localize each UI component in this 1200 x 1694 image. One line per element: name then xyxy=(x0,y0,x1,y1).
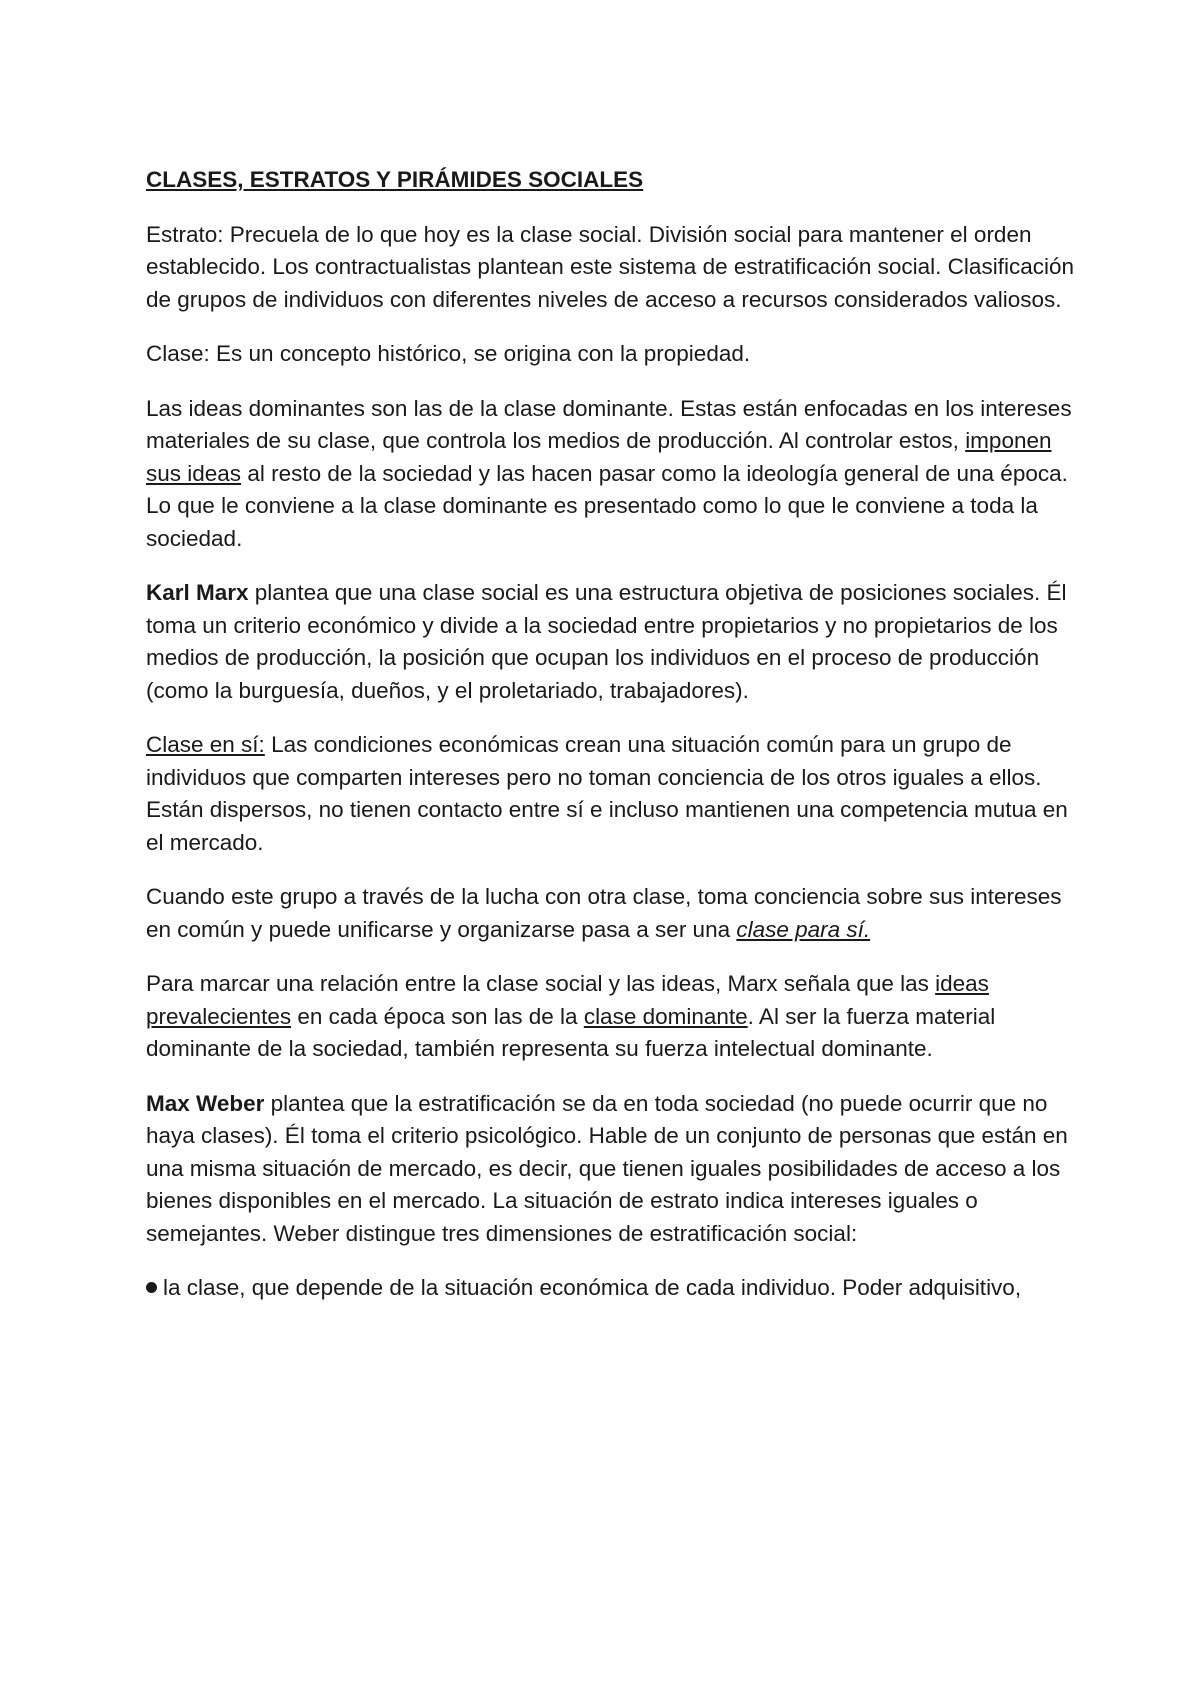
text-segment: Las ideas dominantes son las de la clase dominante. Estas están enfocadas en los intereses materiales de su clase, que controla los medios de producción. Al controlar estos, xyxy=(146,395,1072,453)
bullet-text: la clase, que depende de la situación económica de cada individuo. Poder adquisitivo, xyxy=(163,1275,1022,1300)
paragraph-ideas-dominantes xyxy=(146,393,1086,556)
text-segment: plantea que una clase social es una estructura objetiva de posiciones sociales. Él toma un criterio económico y divide a la sociedad entre propietarios y no propietarios de los medios de producción, la posición que ocupan los individuos en el proceso de producción (como la burguesía, dueños, y el proletariado, trabajadores). xyxy=(146,580,1067,703)
text-segment: plantea que la estratificación se da en toda sociedad (no puede ocurrir que no haya clases). Él toma el criterio psicológico. Hable de un conjunto de personas que están en una misma situación de mercado, es decir, que tienen iguales posibilidades de acceso a los bienes disponibles en el mercado. La situación de estrato indica intereses iguales o semejantes. Weber distingue tres dimensiones de estratificación social: xyxy=(146,1090,1068,1246)
author-name-marx: Karl Marx xyxy=(146,580,249,605)
term-clase-dominante: clase dominante xyxy=(583,1003,748,1029)
term-clase-para-si: clase para sí. xyxy=(736,916,871,942)
paragraph-clase-en-si xyxy=(146,729,1086,859)
text-segment: en cada época son las de la xyxy=(291,1003,584,1029)
text-segment: Cuando este grupo a través de la lucha con otra clase, toma conciencia sobre sus intereses en común y puede unificarse y organizarse pasa a ser una xyxy=(146,884,1062,942)
term-clase-en-si: Clase en sí: xyxy=(146,732,265,757)
paragraph-max-weber xyxy=(146,1088,1086,1251)
document-title: CLASES, ESTRATOS Y PIRÁMIDES SOCIALES xyxy=(146,167,644,192)
text-segment: Para marcar una relación entre la clase social y las ideas, Marx señala que las xyxy=(146,971,936,996)
text-segment: Las condiciones económicas crean una situación común para un grupo de individuos que comparten intereses pero no toman conciencia de los otros iguales a ellos. Están dispersos, no tienen contacto entre sí e incluso mantienen una competencia mutua en el mercado. xyxy=(146,732,1068,855)
paragraph-karl-marx xyxy=(146,577,1086,707)
text-segment: al resto de la sociedad y las hacen pasar como la ideología general de una época. Lo que le conviene a la clase dominante es presentado como lo que le conviene a toda la sociedad. xyxy=(146,460,1068,551)
author-name-weber: Max Weber xyxy=(146,1090,265,1116)
term-ideas-prevalecientes: ideas prevalecientes xyxy=(146,971,989,1029)
underlined-phrase: imponen sus ideas xyxy=(146,428,1052,486)
bullet-icon xyxy=(146,1282,157,1293)
text-segment: . Al ser la fuerza material dominante de la sociedad, también representa su fuerza intelectual dominante. xyxy=(146,1003,996,1061)
paragraph-clase: Clase: Es un concepto histórico, se origina con la propiedad. xyxy=(146,341,751,366)
paragraph-clase-para-si xyxy=(146,881,1086,946)
document-page xyxy=(146,164,1086,1327)
bullet-item xyxy=(146,1272,1086,1305)
paragraph-ideas-prevalecientes xyxy=(146,968,1086,1066)
paragraph-estrato: Estrato: Precuela de lo que hoy es la clase social. División social para mantener el orden establecido. Los contractualistas plantean este sistema de estratificación social. Clasificación de grupos de individuos con diferentes niveles de acceso a recursos considerados valiosos. xyxy=(146,221,1074,312)
